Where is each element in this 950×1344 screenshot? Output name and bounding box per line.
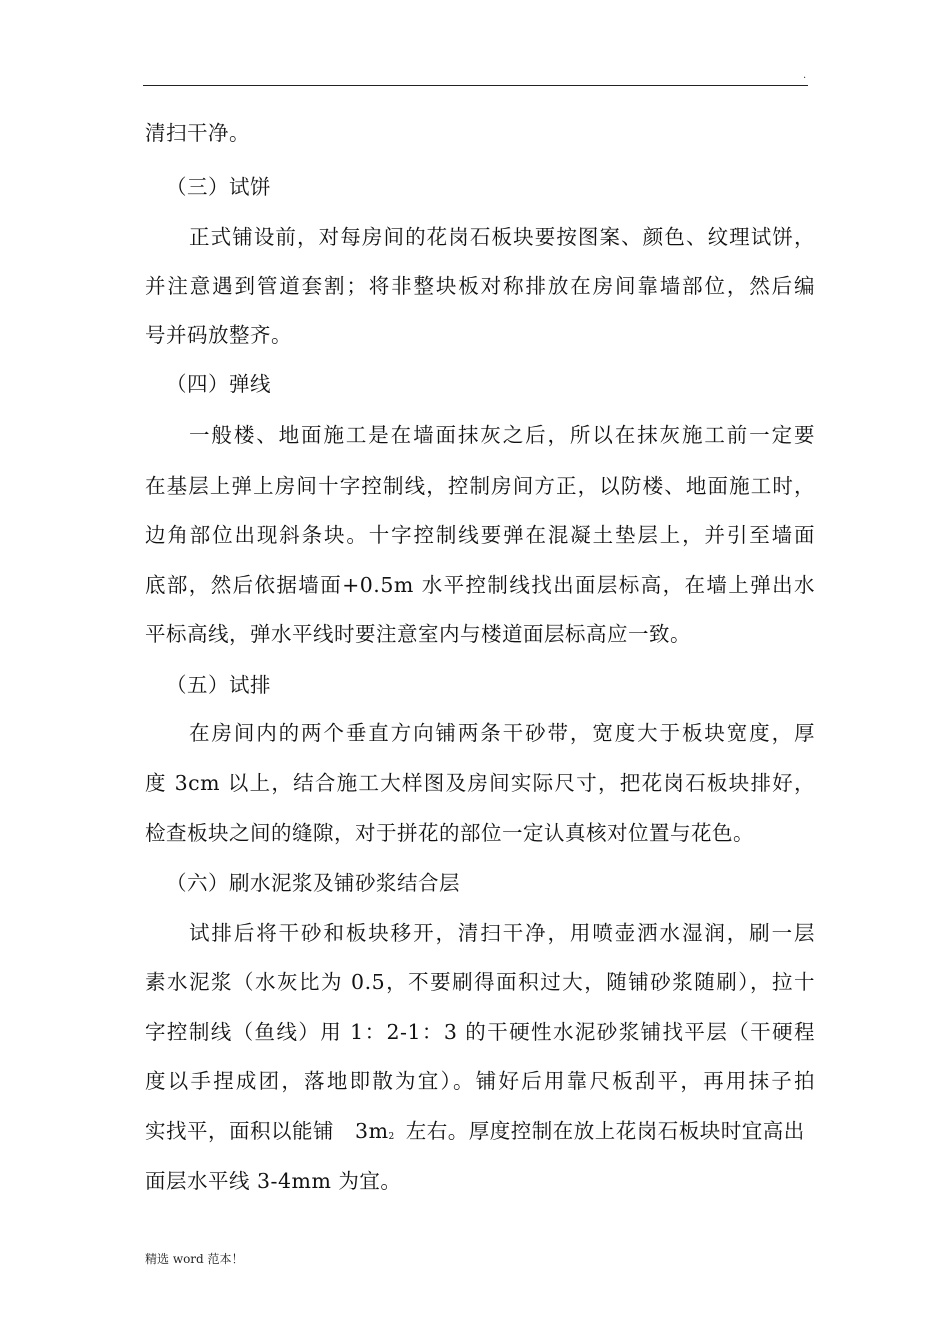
text-line: 面层水平线 3-4mm 为宜。 — [145, 1169, 402, 1193]
text-line: 试排后将干砂和板块移开，清扫干净，用喷壶洒水湿润，刷一层 — [189, 921, 815, 945]
text-fragment: 左右。厚度控制在放上花岗石板块时宜高出 — [405, 1119, 805, 1143]
text-line: 边角部位出现斜条块。十字控制线要弹在混凝土垫层上，并引至墙面 — [145, 523, 815, 547]
section-heading: （六）刷水泥浆及铺砂浆结合层 — [166, 871, 460, 895]
section-heading: （四）弹线 — [166, 372, 271, 396]
text-line — [145, 1117, 815, 1151]
text-fragment: 实找平，面积以能铺 — [145, 1119, 334, 1143]
footer-text: 精选 word 范本！ — [145, 1252, 244, 1266]
text-line: 度 3cm 以上，结合施工大样图及房间实际尺寸，把花岗石板块排好， — [145, 771, 815, 795]
text-line: 清扫干净。 — [145, 121, 250, 145]
text-line: 平标高线，弹水平线时要注意室内与楼道面层标高应一致。 — [145, 622, 691, 646]
text-line: 在基层上弹上房间十字控制线，控制房间方正，以防楼、地面施工时， — [145, 474, 815, 498]
text-line: 一般楼、地面施工是在墙面抹灰之后，所以在抹灰施工前一定要 — [189, 423, 815, 447]
header-rule — [143, 85, 808, 86]
text-line: 号并码放整齐。 — [145, 323, 292, 347]
text-line: 并注意遇到管道套割；将非整块板对称排放在房间靠墙部位，然后编 — [145, 274, 815, 298]
header-mark: . — [803, 70, 807, 81]
text-line: 字控制线（鱼线）用 1：2-1：3 的干硬性水泥砂浆铺找平层（干硬程 — [145, 1020, 815, 1044]
text-line: 度以手捏成团，落地即散为宜）。铺好后用靠尺板刮平，再用抹子拍 — [145, 1069, 815, 1093]
section-heading: （三）试饼 — [166, 175, 271, 199]
area-value: 3m — [355, 1119, 389, 1143]
text-line: 检查板块之间的缝隙，对于拼花的部位一定认真核对位置与花色。 — [145, 821, 754, 845]
unit-exponent: 2 — [388, 1132, 395, 1142]
text-line: 正式铺设前，对每房间的花岗石板块要按图案、颜色、纹理试饼， — [189, 225, 815, 249]
text-line: 底部，然后依据墙面+0.5m 水平控制线找出面层标高，在墙上弹出水 — [145, 573, 815, 597]
text-line: 在房间内的两个垂直方向铺两条干砂带，宽度大于板块宽度，厚 — [189, 721, 815, 745]
text-line: 素水泥浆（水灰比为 0.5，不要刷得面积过大，随铺砂浆随刷），拉十 — [145, 970, 815, 994]
section-heading: （五）试排 — [166, 673, 271, 697]
